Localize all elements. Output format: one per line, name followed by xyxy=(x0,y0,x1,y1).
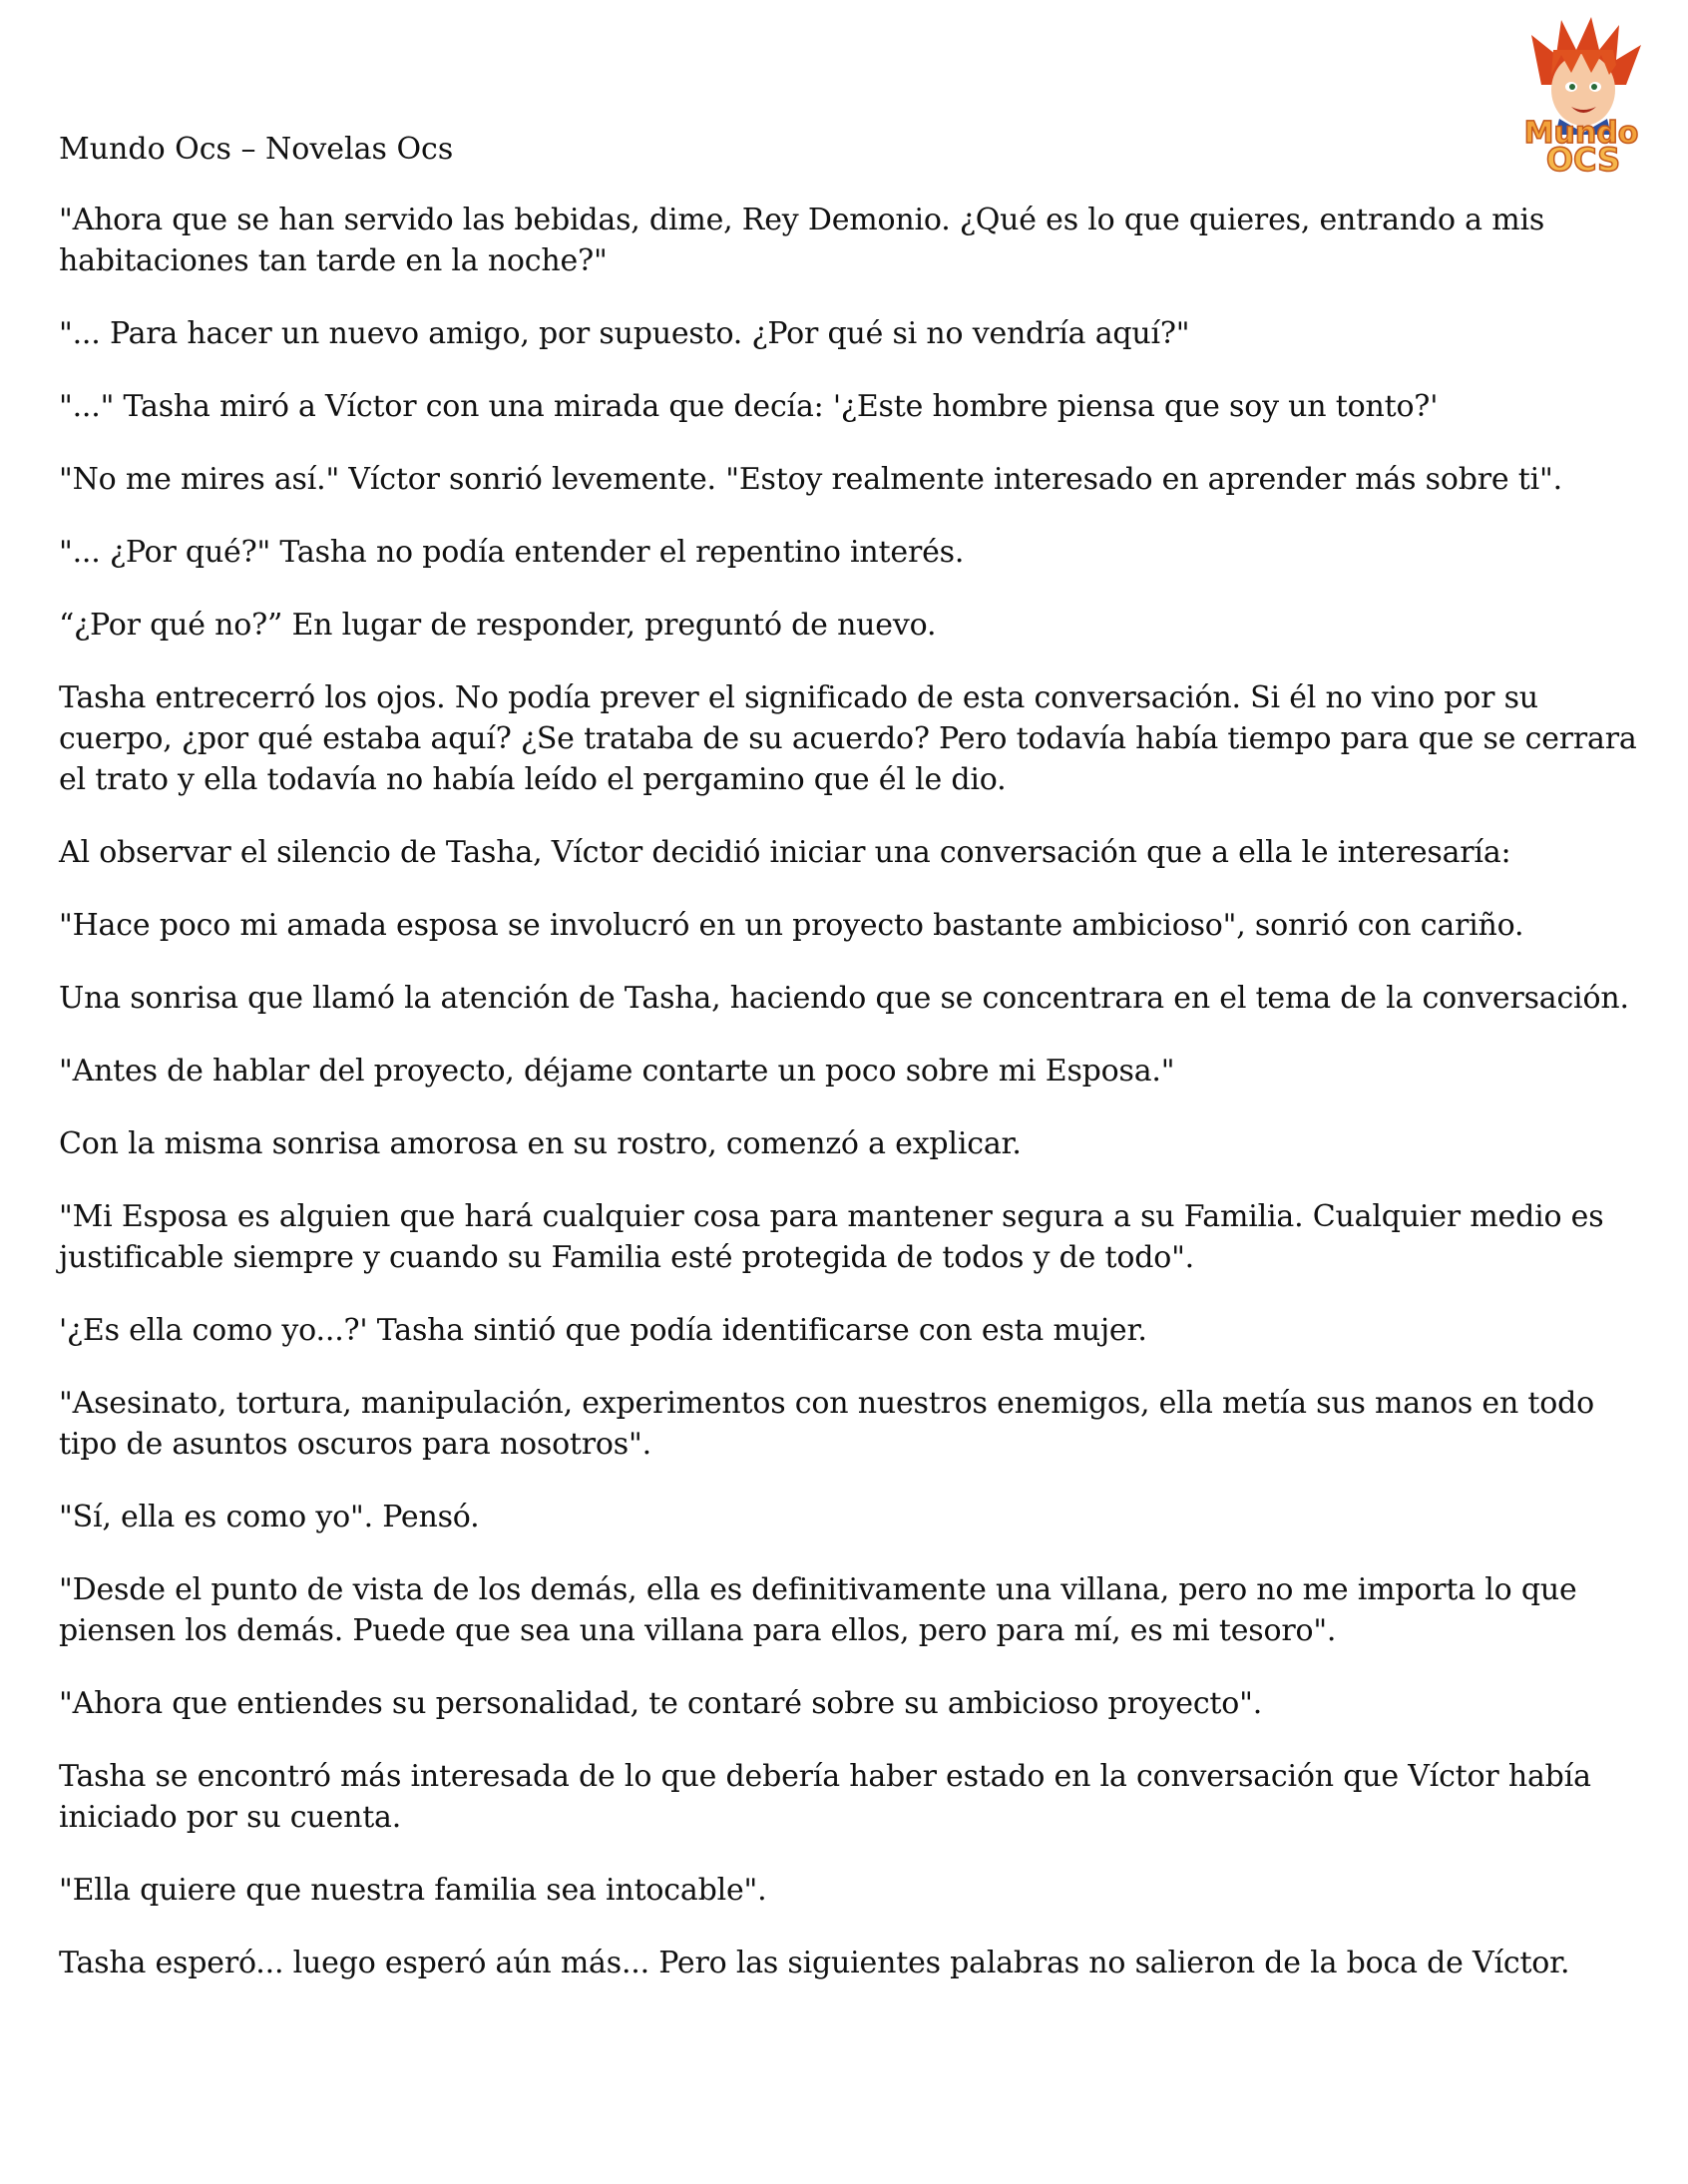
paragraph: Tasha entrecerró los ojos. No podía prever el significado de esta conversación. Si él no vino por su cuerpo, ¿por qué estaba aquí? ¿Se trataba de su acuerdo? Pero todavía había tiempo para que se cerrara el trato y ella todavía no había leído el pergamino que él le dio. xyxy=(59,680,1637,797)
paragraph: Tasha esperó... luego esperó aún más... Pero las siguientes palabras no salieron de la boca de Víctor. xyxy=(59,1946,1570,1980)
paragraph: "Mi Esposa es alguien que hará cualquier cosa para mantener segura a su Familia. Cualquier medio es justificable siempre y cuando su Familia esté protegida de todos y de todo". xyxy=(59,1199,1604,1275)
paragraph: Con la misma sonrisa amorosa en su rostro, comenzó a explicar. xyxy=(59,1126,1022,1161)
document-header: Mundo Ocs – Novelas Ocs xyxy=(59,132,454,167)
paragraph: "Hace poco mi amada esposa se involucró en un proyecto bastante ambicioso", sonrió con cariño. xyxy=(59,908,1524,943)
paragraph: “¿Por qué no?” En lugar de responder, preguntó de nuevo. xyxy=(59,608,937,643)
paragraph: "Desde el punto de vista de los demás, ella es definitivamente una villana, pero no me importa lo que piensen los demás. Puede que sea una villana para ellos, pero para mí, es mi tesoro". xyxy=(59,1572,1577,1648)
mascot-icon xyxy=(1501,15,1661,175)
paragraph: "Ella quiere que nuestra familia sea intocable". xyxy=(59,1873,767,1908)
paragraph: '¿Es ella como yo...?' Tasha sintió que podía identificarse con esta mujer. xyxy=(59,1313,1147,1348)
mundo-ocs-logo xyxy=(1501,15,1661,175)
paragraph: "... Para hacer un nuevo amigo, por supuesto. ¿Por qué si no vendría aquí?" xyxy=(59,316,1190,351)
paragraph: "Ahora que entiendes su personalidad, te contaré sobre su ambicioso proyecto". xyxy=(59,1686,1263,1721)
paragraph: "... ¿Por qué?" Tasha no podía entender el repentino interés. xyxy=(59,535,965,570)
paragraph: "Ahora que se han servido las bebidas, dime, Rey Demonio. ¿Qué es lo que quieres, entrando a mis habitaciones tan tarde en la noche?" xyxy=(59,203,1545,278)
paragraph: Una sonrisa que llamó la atención de Tasha, haciendo que se concentrara en el tema de la conversación. xyxy=(59,981,1629,1016)
document-body xyxy=(59,200,1655,2015)
logo-text-line2: OCS xyxy=(1545,141,1621,175)
paragraph: "Asesinato, tortura, manipulación, experimentos con nuestros enemigos, ella metía sus manos en todo tipo de asuntos oscuros para nosotros". xyxy=(59,1386,1595,1462)
paragraph: "Antes de hablar del proyecto, déjame contarte un poco sobre mi Esposa." xyxy=(59,1054,1175,1089)
paragraph: "..." Tasha miró a Víctor con una mirada que decía: '¿Este hombre piensa que soy un tonto?' xyxy=(59,389,1439,424)
paragraph: "No me mires así." Víctor sonrió levemente. "Estoy realmente interesado en aprender más sobre ti". xyxy=(59,462,1562,497)
paragraph: Al observar el silencio de Tasha, Víctor decidió iniciar una conversación que a ella le interesaría: xyxy=(59,835,1511,870)
logo-text-line1: Mundo xyxy=(1523,116,1639,151)
paragraph: "Sí, ella es como yo". Pensó. xyxy=(59,1500,480,1534)
paragraph: Tasha se encontró más interesada de lo que debería haber estado en la conversación que Víctor había iniciado por su cuenta. xyxy=(59,1759,1591,1835)
